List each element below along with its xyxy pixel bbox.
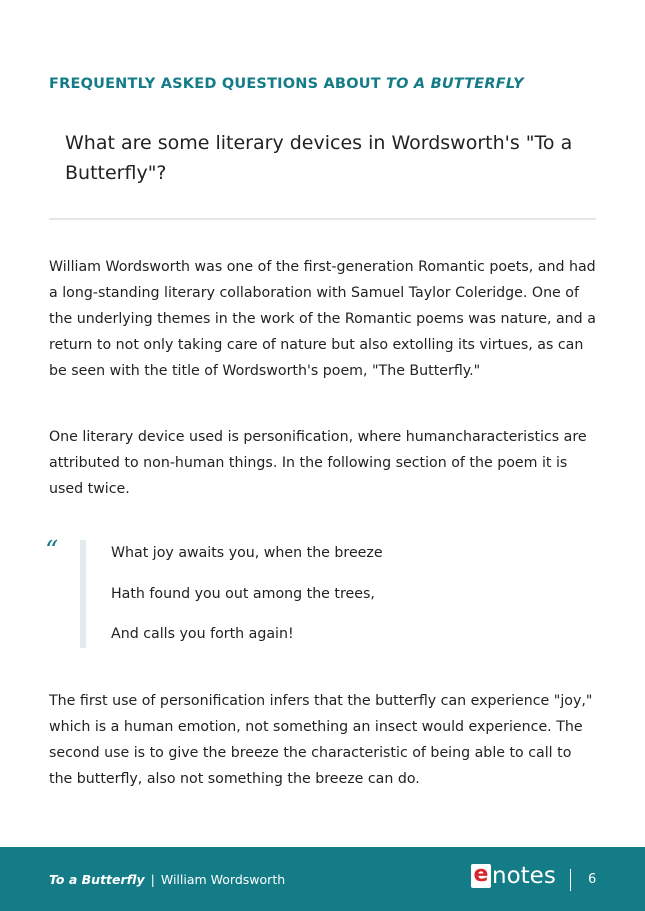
footer-divider <box>570 869 571 891</box>
enotes-logo <box>471 864 556 892</box>
question-title: What are some literary devices in Wordsworth's "To a Butterfly"? <box>65 132 573 184</box>
faq-section-header <box>49 76 524 92</box>
paragraph-personification: One literary device used is personification, where humancharacteristics are attributed to non-human things. In the following section of the poem it is used twice. <box>49 429 587 497</box>
divider <box>49 218 596 220</box>
quote-line: Hath found you out among the trees, <box>111 586 375 602</box>
faq-header-book-title: TO A BUTTERFLY <box>386 76 524 92</box>
page-footer <box>0 847 645 911</box>
paragraph-analysis: The first use of personification infers that the butterfly can experience "joy," which is a human emotion, not something an insect would experience. The second use is to give the breeze the characteristic of being able to call to the butterfly, also not something the breeze can do. <box>49 693 593 787</box>
footer-book-info <box>49 872 285 887</box>
paragraph-intro: William Wordsworth was one of the first-generation Romantic poets, and had a long-standing literary collaboration with Samuel Taylor Coleridge. One of the underlying themes in the work of the Romantic poems was nature, and a return to not only taking care of nature but also extolling its virtues, as can be seen with the title of Wordsworth's poem, "The Butterfly." <box>49 259 596 379</box>
page-number: 6 <box>588 872 597 887</box>
enotes-logo-e: e <box>471 864 491 888</box>
enotes-logo-text: notes <box>492 863 556 889</box>
quote-mark-icon: “ <box>45 536 59 566</box>
footer-author: William Wordsworth <box>160 872 286 887</box>
quote-line: And calls you forth again! <box>111 626 294 642</box>
footer-book-title: To a Butterfly <box>49 872 145 887</box>
quote-line: What joy awaits you, when the breeze <box>111 545 383 561</box>
footer-separator: | <box>150 872 155 887</box>
blockquote-bar <box>80 540 86 648</box>
faq-header-prefix: FREQUENTLY ASKED QUESTIONS ABOUT <box>49 76 387 92</box>
